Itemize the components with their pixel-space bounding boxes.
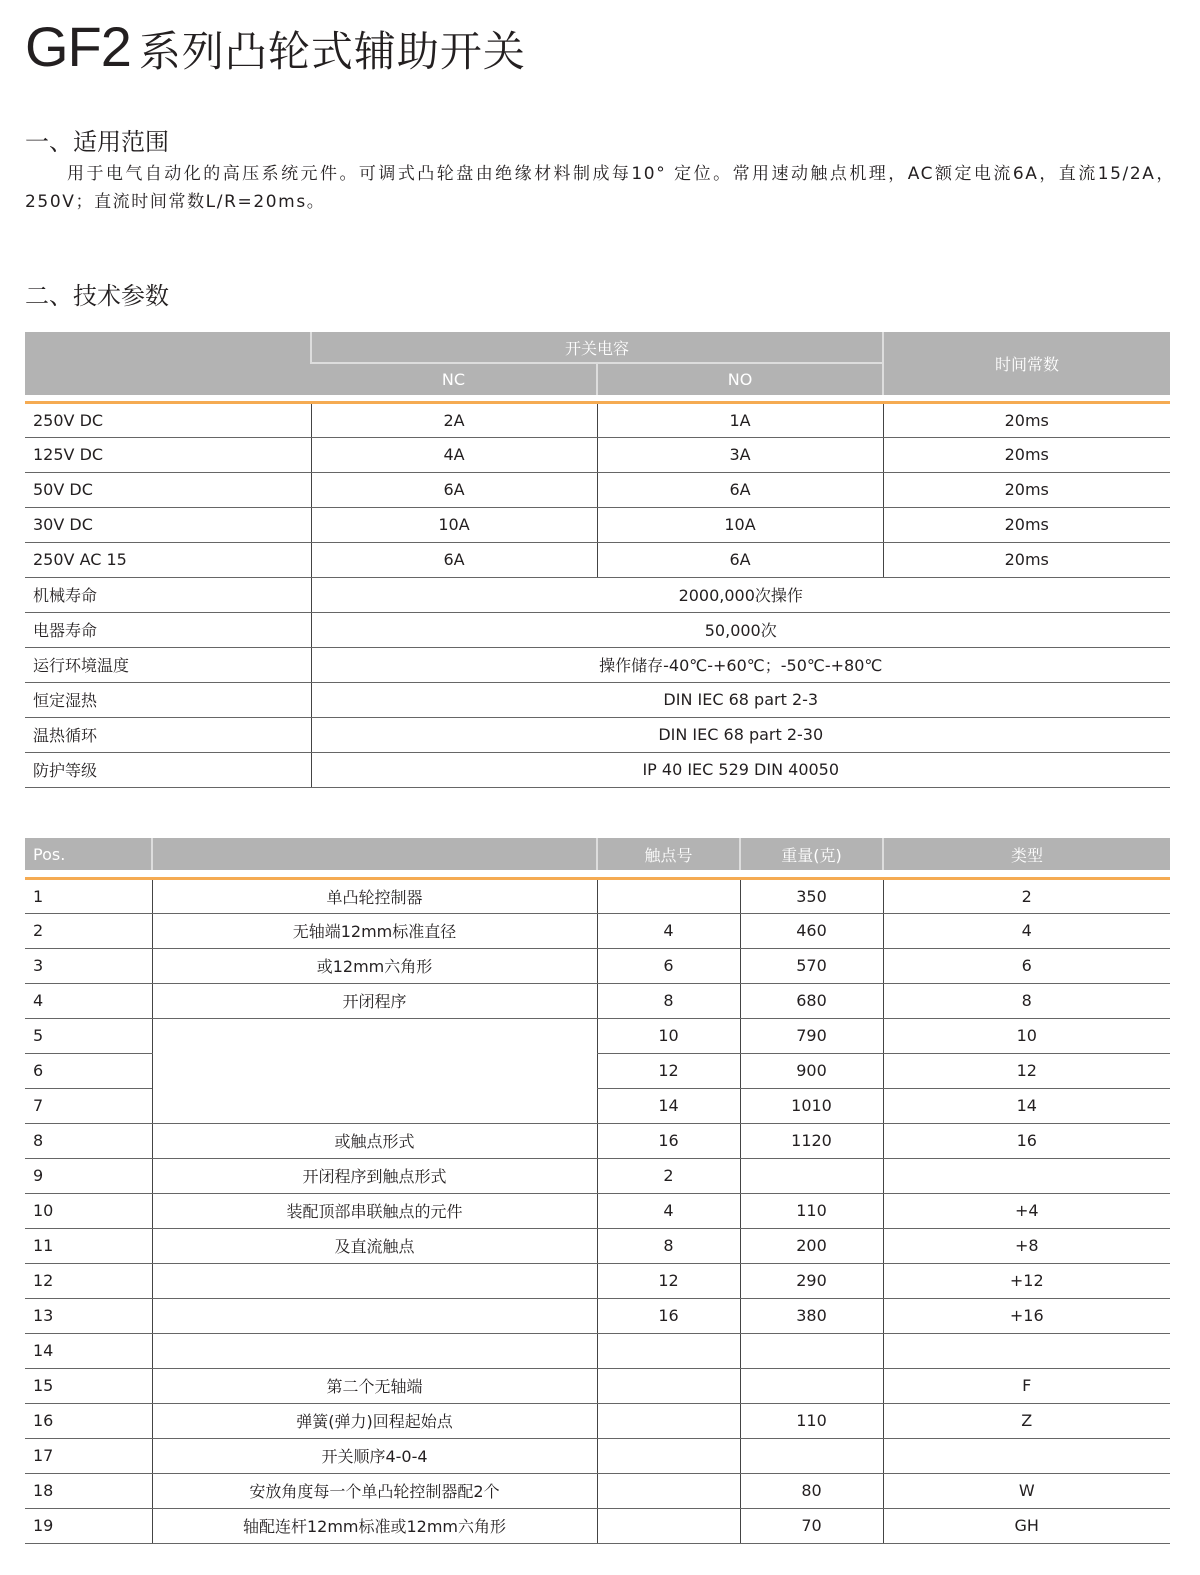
type-cell: W — [883, 1473, 1170, 1508]
contact-number-cell: 16 — [597, 1123, 740, 1158]
weight-cell: 1010 — [740, 1088, 883, 1123]
no-cell: 3A — [597, 437, 883, 472]
spec-value: DIN IEC 68 part 2-3 — [311, 682, 1170, 717]
weight-cell: 350 — [740, 878, 883, 913]
description-cell: 第二个无轴端 — [152, 1368, 597, 1403]
no-cell: 6A — [597, 542, 883, 577]
table-row — [25, 1403, 1170, 1438]
description-cell: 轴配连杆12mm标准或12mm六角形 — [152, 1508, 597, 1543]
contact-number-cell — [597, 878, 740, 913]
pos-cell: 12 — [25, 1263, 152, 1298]
weight-cell: 790 — [740, 1018, 883, 1053]
pos-cell: 10 — [25, 1193, 152, 1228]
pos-cell: 8 — [25, 1123, 152, 1158]
table-row — [25, 948, 1170, 983]
weight-cell — [740, 1438, 883, 1473]
time-constant-cell: 20ms — [883, 472, 1170, 507]
condition-cell: 30V DC — [25, 507, 311, 542]
description-cell: 或12mm六角形 — [152, 948, 597, 983]
type-cell: 16 — [883, 1123, 1170, 1158]
table-row — [25, 1228, 1170, 1263]
weight-cell: 200 — [740, 1228, 883, 1263]
header-contact-number: 触点号 — [597, 838, 740, 870]
pos-cell: 13 — [25, 1298, 152, 1333]
nc-cell: 2A — [311, 402, 597, 437]
type-cell: F — [883, 1368, 1170, 1403]
contact-number-cell: 12 — [597, 1053, 740, 1088]
weight-cell: 1120 — [740, 1123, 883, 1158]
contact-number-cell — [597, 1368, 740, 1403]
type-cell: 6 — [883, 948, 1170, 983]
header-capacity: 开关电容 — [311, 332, 883, 363]
time-constant-cell: 20ms — [883, 437, 1170, 472]
header-time-constant: 时间常数 — [883, 332, 1170, 395]
pos-cell: 5 — [25, 1018, 152, 1053]
table-row — [25, 1123, 1170, 1158]
pos-cell: 19 — [25, 1508, 152, 1543]
spec-label: 电器寿命 — [25, 612, 311, 647]
contact-number-cell: 16 — [597, 1298, 740, 1333]
type-cell: +16 — [883, 1298, 1170, 1333]
type-cell: +12 — [883, 1263, 1170, 1298]
nc-cell: 6A — [311, 472, 597, 507]
weight-cell: 110 — [740, 1193, 883, 1228]
header-type: 类型 — [883, 838, 1170, 870]
spec-row — [25, 612, 1170, 647]
type-cell: 4 — [883, 913, 1170, 948]
condition-cell: 50V DC — [25, 472, 311, 507]
no-cell: 10A — [597, 507, 883, 542]
pos-cell: 7 — [25, 1088, 152, 1123]
spec-label: 机械寿命 — [25, 577, 311, 612]
header-description — [152, 838, 597, 870]
description-cell: 开闭程序 — [152, 983, 597, 1018]
header-nc: NC — [311, 363, 597, 395]
weight-cell: 680 — [740, 983, 883, 1018]
weight-cell: 290 — [740, 1263, 883, 1298]
spec-value: DIN IEC 68 part 2-30 — [311, 717, 1170, 752]
contact-number-cell — [597, 1333, 740, 1368]
description-cell: 无轴端12mm标准直径 — [152, 913, 597, 948]
description-cell: 或触点形式 — [152, 1123, 597, 1158]
pos-cell: 3 — [25, 948, 152, 983]
type-cell: 14 — [883, 1088, 1170, 1123]
type-cell: Z — [883, 1403, 1170, 1438]
section-heading-params: 二、技术参数 — [25, 282, 169, 310]
no-cell: 1A — [597, 402, 883, 437]
spec-row — [25, 682, 1170, 717]
table-row — [25, 913, 1170, 948]
table-row — [25, 1298, 1170, 1333]
description-cell — [152, 1333, 597, 1368]
type-cell — [883, 1158, 1170, 1193]
spec-label: 温热循环 — [25, 717, 311, 752]
type-cell — [883, 1438, 1170, 1473]
condition-cell: 250V AC 15 — [25, 542, 311, 577]
table-row — [25, 1193, 1170, 1228]
weight-cell — [740, 1158, 883, 1193]
condition-cell: 125V DC — [25, 437, 311, 472]
type-cell: 10 — [883, 1018, 1170, 1053]
pos-cell: 17 — [25, 1438, 152, 1473]
nc-cell: 4A — [311, 437, 597, 472]
spec-value: IP 40 IEC 529 DIN 40050 — [311, 752, 1170, 787]
weight-cell: 110 — [740, 1403, 883, 1438]
type-cell: 12 — [883, 1053, 1170, 1088]
pos-cell: 4 — [25, 983, 152, 1018]
nc-cell: 10A — [311, 507, 597, 542]
section-heading-scope: 一、适用范围 — [25, 128, 169, 156]
weight-cell: 900 — [740, 1053, 883, 1088]
condition-cell: 250V DC — [25, 402, 311, 437]
table-row — [25, 1368, 1170, 1403]
pos-cell: 9 — [25, 1158, 152, 1193]
nc-cell: 6A — [311, 542, 597, 577]
table-row — [25, 983, 1170, 1018]
description-cell: 开关顺序4-0-4 — [152, 1438, 597, 1473]
product-name: 系列凸轮式辅助开关 — [138, 27, 526, 76]
weight-cell: 70 — [740, 1508, 883, 1543]
table-row — [25, 1158, 1170, 1193]
weight-cell — [740, 1368, 883, 1403]
spec-row — [25, 577, 1170, 612]
pos-cell: 15 — [25, 1368, 152, 1403]
pos-cell: 16 — [25, 1403, 152, 1438]
table-row — [25, 1438, 1170, 1473]
pos-cell: 1 — [25, 878, 152, 913]
parts-table — [25, 838, 1170, 1544]
table-row — [25, 1473, 1170, 1508]
table-row — [25, 1508, 1170, 1543]
page-title — [25, 14, 526, 79]
time-constant-cell: 20ms — [883, 507, 1170, 542]
contact-number-cell: 8 — [597, 1228, 740, 1263]
table-row — [25, 878, 1170, 913]
spec-label: 恒定湿热 — [25, 682, 311, 717]
description-cell: 及直流触点 — [152, 1228, 597, 1263]
spec-row — [25, 752, 1170, 787]
no-cell: 6A — [597, 472, 883, 507]
contact-number-cell — [597, 1438, 740, 1473]
table-row — [25, 1333, 1170, 1368]
description-cell: 开闭程序到触点形式 — [152, 1158, 597, 1193]
spec-value: 操作储存-40℃-+60℃；-50℃-+80℃ — [311, 647, 1170, 682]
description-cell: 装配顶部串联触点的元件 — [152, 1193, 597, 1228]
time-constant-cell: 20ms — [883, 402, 1170, 437]
spec-row — [25, 647, 1170, 682]
contact-number-cell: 4 — [597, 1193, 740, 1228]
parameters-table — [25, 332, 1170, 788]
description-cell — [152, 1018, 597, 1123]
description-cell: 单凸轮控制器 — [152, 878, 597, 913]
pos-cell: 18 — [25, 1473, 152, 1508]
table-row — [25, 472, 1170, 507]
spec-value: 2000,000次操作 — [311, 577, 1170, 612]
description-cell — [152, 1263, 597, 1298]
type-cell — [883, 1333, 1170, 1368]
table-row — [25, 1018, 1170, 1053]
contact-number-cell: 12 — [597, 1263, 740, 1298]
header-weight: 重量(克) — [740, 838, 883, 870]
weight-cell — [740, 1333, 883, 1368]
pos-cell: 2 — [25, 913, 152, 948]
model-name: GF2 — [25, 15, 131, 78]
contact-number-cell: 6 — [597, 948, 740, 983]
header-blank — [25, 332, 311, 395]
contact-number-cell — [597, 1473, 740, 1508]
type-cell: GH — [883, 1508, 1170, 1543]
header-pos: Pos. — [25, 838, 152, 870]
table-row — [25, 437, 1170, 472]
contact-number-cell: 2 — [597, 1158, 740, 1193]
contact-number-cell: 4 — [597, 913, 740, 948]
spec-label: 防护等级 — [25, 752, 311, 787]
pos-cell: 6 — [25, 1053, 152, 1088]
weight-cell: 80 — [740, 1473, 883, 1508]
contact-number-cell: 14 — [597, 1088, 740, 1123]
spec-value: 50,000次 — [311, 612, 1170, 647]
description-cell: 弹簧(弹力)回程起始点 — [152, 1403, 597, 1438]
pos-cell: 11 — [25, 1228, 152, 1263]
table-row — [25, 507, 1170, 542]
weight-cell: 460 — [740, 913, 883, 948]
spec-label: 运行环境温度 — [25, 647, 311, 682]
header-no: NO — [597, 363, 883, 395]
type-cell: +8 — [883, 1228, 1170, 1263]
time-constant-cell: 20ms — [883, 542, 1170, 577]
weight-cell: 570 — [740, 948, 883, 983]
contact-number-cell — [597, 1403, 740, 1438]
description-cell — [152, 1298, 597, 1333]
type-cell: +4 — [883, 1193, 1170, 1228]
contact-number-cell — [597, 1508, 740, 1543]
contact-number-cell: 8 — [597, 983, 740, 1018]
type-cell: 8 — [883, 983, 1170, 1018]
spec-row — [25, 717, 1170, 752]
table-row — [25, 402, 1170, 437]
weight-cell: 380 — [740, 1298, 883, 1333]
scope-paragraph: 用于电气自动化的高压系统元件。可调式凸轮盘由绝缘材料制成每10° 定位。常用速动触点机理，AC额定电流6A，直流15/2A，250V；直流时间常数L/R=20ms。 — [25, 164, 1175, 212]
pos-cell: 14 — [25, 1333, 152, 1368]
contact-number-cell: 10 — [597, 1018, 740, 1053]
table-row — [25, 1263, 1170, 1298]
table-row — [25, 542, 1170, 577]
description-cell: 安放角度每一个单凸轮控制器配2个 — [152, 1473, 597, 1508]
type-cell: 2 — [883, 878, 1170, 913]
